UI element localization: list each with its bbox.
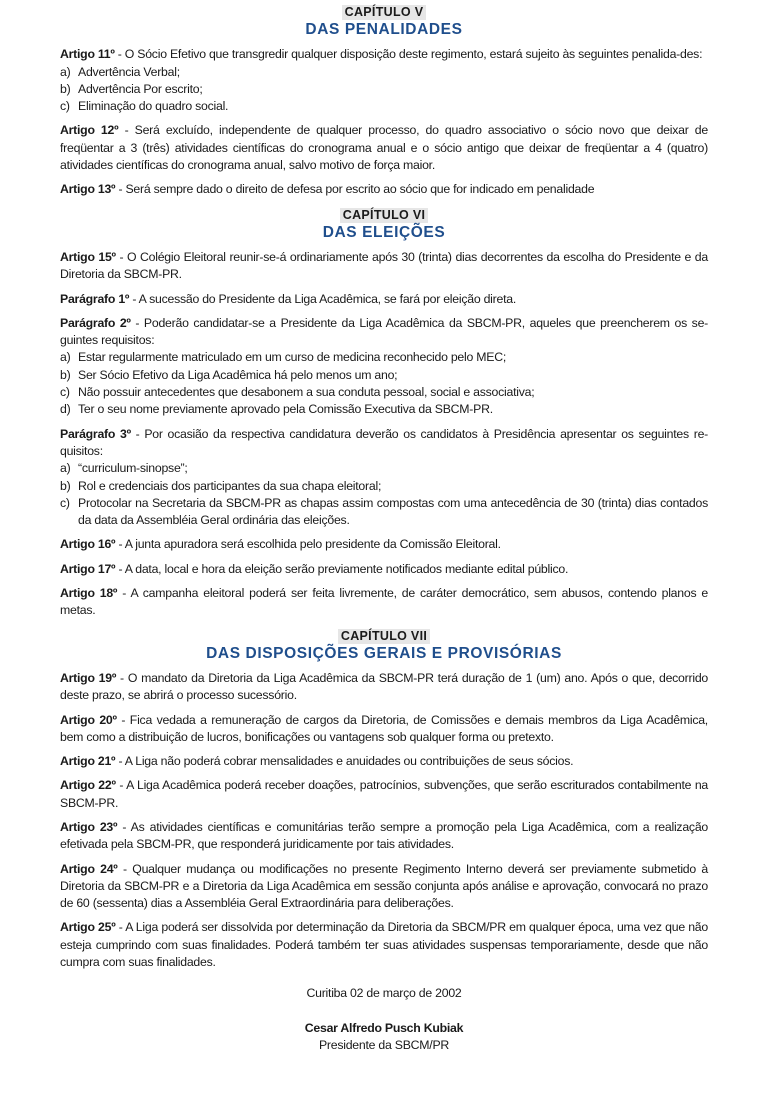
article-paragraph (60, 426, 708, 461)
list-item-marker: c) (60, 99, 70, 114)
list-item (60, 349, 708, 366)
article-text: - Qualquer mudança ou modificações no presente Regimento Interno deverá ser previamente submetido à Diretoria da SBCM-PR e a Diretoria da Liga Acadêmica em sessão conjunta após análise e aprovação, convocará no prazo de 60 (sessenta) dias a Assembléia Geral Extraordinária para deliberações. (60, 861, 708, 911)
article-number: Artigo 20º (60, 712, 117, 727)
article-paragraph (60, 777, 708, 812)
list-item-marker: a) (60, 461, 71, 476)
list-item (60, 367, 708, 384)
article-number: Artigo 16º (60, 537, 116, 552)
list-item-marker: c) (60, 495, 70, 510)
article-text: - Fica vedada a remuneração de cargos da Diretoria, de Comissões e demais membros da Liga Acadêmica, bem como a distribuição de lucros, bonificações ou vantagens sob qualquer forma ou pretexto. (60, 712, 708, 744)
article-text: - O mandato da Diretoria da Liga Acadêmica da SBCM-PR terá duração de 1 (um) ano. Após o que, decorrido deste prazo, se abrirá o processo sucessório. (60, 670, 708, 703)
closing-block (60, 985, 708, 1054)
list-item-marker: a) (60, 350, 71, 365)
list-item-marker: b) (60, 367, 71, 382)
list-item (60, 98, 708, 115)
article-number: Artigo 22º (60, 778, 116, 793)
chapter-title: DAS ELEIÇÕES (322, 223, 446, 241)
article-text: - A sucessão do Presidente da Liga Acadêmica, se fará por eleição direta. (129, 291, 517, 306)
article-text: - A data, local e hora da eleição serão previamente notificados mediante edital público. (115, 561, 569, 576)
article-list (60, 460, 708, 529)
article-list (60, 349, 708, 418)
list-item (60, 460, 708, 477)
list-item-text: “curriculum-sinopse”; (78, 461, 188, 476)
chapter-heading (60, 4, 708, 38)
list-item-marker: a) (60, 64, 71, 79)
article-text: - A Liga não poderá cobrar mensalidades e anuidades ou contribuições de seus sócios. (115, 754, 574, 769)
list-item (60, 64, 708, 81)
article-paragraph (60, 46, 708, 63)
list-item-text: Eliminação do quadro social. (78, 99, 229, 114)
article-number: Parágrafo 2º (60, 315, 131, 330)
chapter-title: DAS DISPOSIÇÕES GERAIS E PROVISÓRIAS (206, 644, 562, 662)
chapter-title: DAS PENALIDADES (305, 21, 463, 39)
article-number: Artigo 25º (60, 920, 116, 935)
article-paragraph (60, 561, 708, 578)
article-number: Parágrafo 1º (60, 291, 130, 306)
chapter-heading (60, 628, 708, 662)
article-text: - Poderão candidatar-se a Presidente da Liga Acadêmica da SBCM-PR, aqueles que preencherem os se-guintes requisitos: (60, 315, 709, 348)
article-number: Artigo 21º (60, 754, 116, 769)
list-item-marker: d) (60, 402, 71, 417)
article-number: Parágrafo 3º (60, 426, 131, 441)
chapter-label: CAPÍTULO V (342, 5, 427, 20)
article-number: Artigo 11º (60, 47, 115, 62)
list-item (60, 384, 708, 401)
article-text: - Será excluído, independente de qualquer processo, do quadro associativo o sócio novo que deixar de freqüentar a 3 (três) atividades científicas do cronograma anual e o sócio antigo que deixar de freqüentar a 4 (quatro) atividades científicas do cronograma anual, salvo motivo de força maior. (60, 123, 708, 173)
list-item-text: Estar regularmente matriculado em um curso de medicina reconhecido pelo MEC; (78, 350, 506, 365)
article-paragraph (60, 585, 708, 620)
list-item-text: Rol e credenciais dos participantes da sua chapa eleitoral; (78, 478, 382, 493)
article-paragraph (60, 712, 708, 747)
article-number: Artigo 19º (60, 670, 117, 685)
article-text: - A Liga Acadêmica poderá receber doações, patrocínios, subvenções, que serão escriturados contabilmente na SBCM-PR. (60, 778, 708, 810)
closing-date: Curitiba 02 de março de 2002 (306, 986, 462, 1001)
article-paragraph (60, 291, 708, 308)
article-text: - Por ocasião da respectiva candidatura deverão os candidatos à Presidência apresentar os seguintes re-quisitos: (60, 426, 709, 458)
list-item-text: Advertência Por escrito; (78, 81, 203, 96)
list-item-text: Protocolar na Secretaria da SBCM-PR as chapas assim compostas com uma antecedência de 30 (trinta) dias contados da data da Assembléia Geral ordinária das eleições. (78, 495, 708, 528)
list-item (60, 478, 708, 495)
article-paragraph (60, 819, 708, 854)
chapter-section (60, 4, 708, 199)
article-paragraph (60, 753, 708, 770)
article-text: - A campanha eleitoral poderá ser feita livremente, de caráter democrático, sem abusos, contendo planos e metas. (60, 586, 708, 618)
article-number: Artigo 23º (60, 819, 118, 834)
list-item-marker: c) (60, 385, 70, 400)
article-text: - Será sempre dado o direito de defesa por escrito ao sócio que for indicado em penalidade (115, 182, 595, 197)
article-paragraph (60, 919, 708, 971)
article-text: - A junta apuradora será escolhida pelo presidente da Comissão Eleitoral. (115, 537, 501, 552)
list-item-marker: b) (60, 81, 71, 96)
chapter-label: CAPÍTULO VII (338, 629, 430, 644)
article-paragraph (60, 315, 708, 350)
article-number: Artigo 24º (60, 861, 118, 876)
article-paragraph (60, 861, 708, 913)
chapter-label: CAPÍTULO VI (340, 208, 428, 223)
article-text: - A Liga poderá ser dissolvida por determinação da Diretoria da SBCM/PR em qualquer época, uma vez que não esteja cumprindo com suas finalidades. Poderá também ter suas atividades suspensas temporariamente, desde que não cumpra com suas finalidades. (60, 920, 708, 970)
chapter-heading (60, 207, 708, 241)
chapter-section (60, 207, 708, 620)
list-item (60, 81, 708, 98)
article-number: Artigo 13º (60, 182, 116, 197)
signer-name: Cesar Alfredo Pusch Kubiak (304, 1020, 464, 1035)
chapter-section (60, 628, 708, 972)
article-list (60, 64, 708, 116)
list-item (60, 401, 708, 418)
signer-role: Presidente da SBCM/PR (318, 1037, 450, 1052)
list-item-text: Não possuir antecedentes que desabonem a sua conduta pessoal, social e associativa; (78, 385, 535, 400)
article-number: Artigo 15º (60, 249, 116, 264)
list-item (60, 495, 708, 530)
article-paragraph (60, 181, 708, 198)
article-paragraph (60, 249, 708, 284)
article-text: - O Sócio Efetivo que transgredir qualquer disposição deste regimento, estará sujeito às seguintes penalida-des: (114, 47, 703, 62)
article-paragraph (60, 536, 708, 553)
article-number: Artigo 17º (60, 561, 116, 576)
article-number: Artigo 18º (60, 586, 118, 601)
list-item-text: Ter o seu nome previamente aprovado pela Comissão Executiva da SBCM-PR. (78, 402, 493, 417)
list-item-marker: b) (60, 478, 71, 493)
article-paragraph (60, 670, 708, 705)
list-item-text: Ser Sócio Efetivo da Liga Acadêmica há pelo menos um ano; (78, 367, 398, 382)
article-text: - As atividades científicas e comunitárias terão sempre a promoção pela Liga Acadêmica, com a realização efetivada pela SBCM-PR, que responderá juridicamente por tais atividades. (60, 819, 709, 852)
list-item-text: Advertência Verbal; (78, 64, 180, 79)
article-text: - O Colégio Eleitoral reunir-se-á ordinariamente após 30 (trinta) dias decorrentes da escolha do Presidente e da Diretoria da SBCM-PR. (60, 249, 708, 282)
article-number: Artigo 12º (60, 123, 119, 138)
article-paragraph (60, 122, 708, 174)
